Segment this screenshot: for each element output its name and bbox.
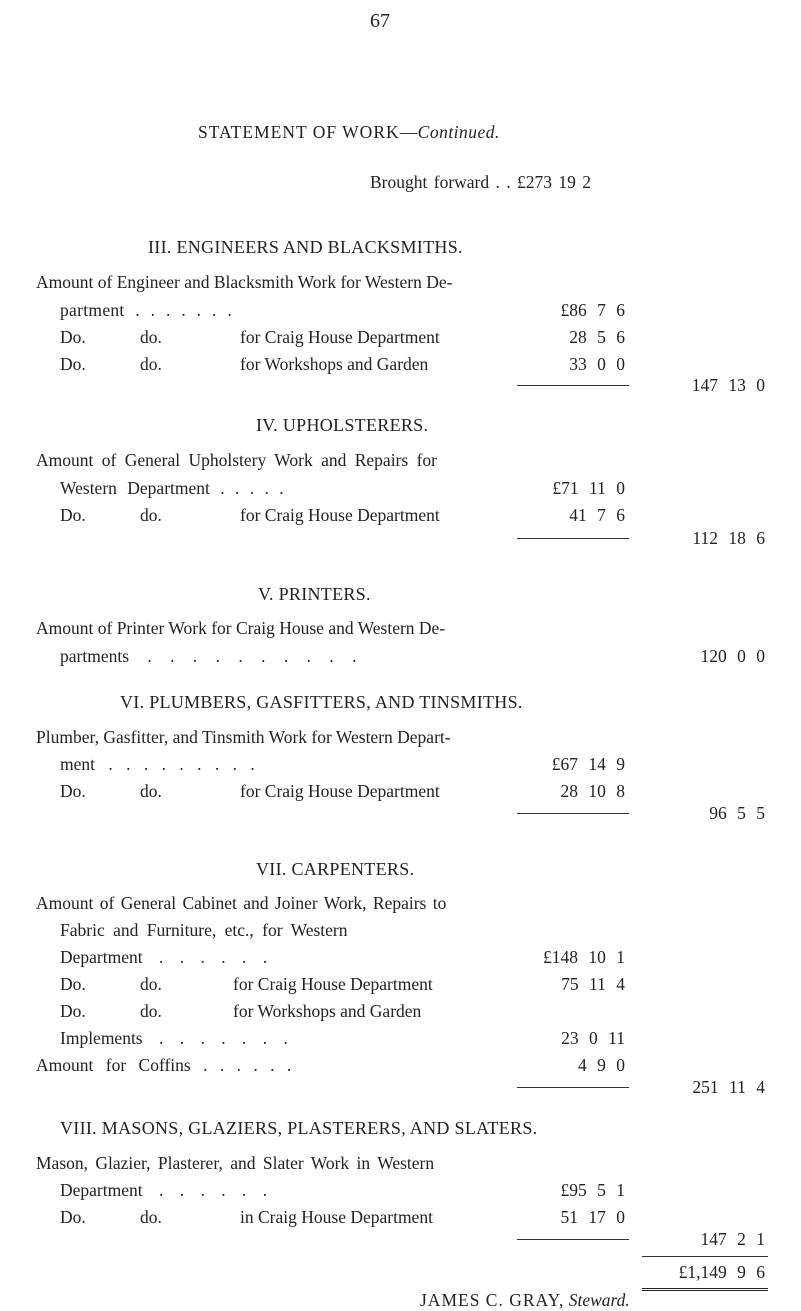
- plumbers-row2-desc: for Craig House Department: [240, 781, 440, 801]
- upholsterers-line1: Amount of General Upholstery Work and Repairs for: [36, 450, 437, 470]
- carpenters-row3-ditto: do.: [140, 1001, 162, 1021]
- signature-role: Steward.: [568, 1290, 630, 1310]
- subtotal-rule: [517, 385, 629, 386]
- carpenters-line3-amount: £148 10 1: [543, 947, 625, 967]
- upholsterers-row2-desc: for Craig House Department: [240, 505, 440, 525]
- printers-total: 120 0 0: [700, 646, 765, 666]
- engineers-row2-amount: 28 5 6: [569, 327, 625, 347]
- plumbers-row2-do: Do.: [60, 781, 86, 801]
- engineers-row3-ditto: do.: [140, 354, 162, 374]
- carpenters-row3-do: Do.: [60, 1001, 86, 1021]
- page-title: [198, 122, 500, 143]
- grand-total-double-rule: [642, 1288, 768, 1291]
- engineers-line1: Amount of Engineer and Blacksmith Work for Western De-: [36, 272, 453, 292]
- title-dash: —: [399, 122, 418, 142]
- carpenters-row4-amount: 23 0 11: [561, 1028, 625, 1048]
- printers-line2-text: partments . . . . . . . . . .: [60, 646, 357, 666]
- carpenters-row5-amount: 4 9 0: [578, 1055, 625, 1075]
- masons-line1: Mason, Glazier, Plasterer, and Slater Work in Western: [36, 1153, 435, 1173]
- subtotal-rule: [517, 813, 629, 814]
- masons-line2-amount: £95 5 1: [560, 1180, 625, 1200]
- grand-total: £1,149 9 6: [678, 1262, 765, 1282]
- printers-line1: Amount of Printer Work for Craig House and Western De-: [36, 618, 446, 638]
- masons-line2-text: Department . . . . . .: [60, 1180, 268, 1200]
- upholsterers-line2-text: Western Department . . . . .: [60, 478, 284, 498]
- carpenters-line1: Amount of General Cabinet and Joiner Work, Repairs to: [36, 893, 447, 913]
- engineers-row3-amount: 33 0 0: [569, 354, 625, 374]
- section-heading-engineers: III. ENGINEERS AND BLACKSMITHS.: [148, 237, 463, 257]
- grand-total-top-rule: [642, 1256, 768, 1257]
- masons-total: 147 2 1: [700, 1229, 765, 1249]
- engineers-row2-ditto: do.: [140, 327, 162, 347]
- masons-row2-do: Do.: [60, 1207, 86, 1227]
- engineers-row3-desc: for Workshops and Garden: [240, 354, 429, 374]
- title-continued: Continued.: [417, 122, 500, 142]
- section-heading-carpenters: VII. CARPENTERS.: [256, 859, 415, 879]
- section-heading-upholsterers: IV. UPHOLSTERERS.: [256, 415, 429, 435]
- section-heading-printers: V. PRINTERS.: [258, 584, 371, 604]
- plumbers-row2-ditto: do.: [140, 781, 162, 801]
- plumbers-line1: Plumber, Gasfitter, and Tinsmith Work for Western Depart-: [36, 727, 451, 747]
- carpenters-total: 251 11 4: [692, 1077, 765, 1097]
- plumbers-line2-amount: £67 14 9: [551, 754, 625, 774]
- upholsterers-row2-amount: 41 7 6: [569, 505, 625, 525]
- upholsterers-total: 112 18 6: [692, 528, 765, 548]
- carpenters-row2-desc: for Craig House Department: [233, 974, 433, 994]
- carpenters-row2-ditto: do.: [140, 974, 162, 994]
- subtotal-rule: [517, 1239, 629, 1240]
- subtotal-rule: [517, 1087, 629, 1088]
- upholsterers-line2-amount: £71 11 0: [552, 478, 625, 498]
- carpenters-row5-text: Amount for Coffins . . . . . .: [36, 1055, 292, 1075]
- section-heading-masons: VIII. MASONS, GLAZIERS, PLASTERERS, AND SLATERS.: [60, 1118, 538, 1138]
- carpenters-row4-text: Implements . . . . . . .: [60, 1028, 288, 1048]
- carpenters-line3-text: Department . . . . . .: [60, 947, 268, 967]
- subtotal-rule: [517, 538, 629, 539]
- engineers-row3-do: Do.: [60, 354, 86, 374]
- signature-name: JAMES C. GRAY,: [420, 1290, 565, 1310]
- masons-row2-ditto: do.: [140, 1207, 162, 1227]
- masons-row2-desc: in Craig House Department: [240, 1207, 433, 1227]
- page-number: 67: [370, 10, 390, 32]
- upholsterers-row2-ditto: do.: [140, 505, 162, 525]
- engineers-row2-do: Do.: [60, 327, 86, 347]
- upholsterers-row2-do: Do.: [60, 505, 86, 525]
- plumbers-row2-amount: 28 10 8: [560, 781, 625, 801]
- plumbers-line2-text: ment . . . . . . . . .: [60, 754, 255, 774]
- engineers-line2-text: partment . . . . . . .: [60, 300, 233, 320]
- carpenters-line2: Fabric and Furniture, etc., for Western: [60, 920, 348, 940]
- engineers-line2-amount: £86 7 6: [560, 300, 625, 320]
- carpenters-row2-amount: 75 11 4: [561, 974, 625, 994]
- signature: [420, 1290, 630, 1311]
- title-main: STATEMENT OF WORK: [198, 122, 400, 142]
- carpenters-row3-desc: for Workshops and Garden: [233, 1001, 422, 1021]
- section-heading-plumbers: VI. PLUMBERS, GASFITTERS, AND TINSMITHS.: [120, 692, 523, 712]
- engineers-row2-desc: for Craig House Department: [240, 327, 440, 347]
- brought-forward: Brought forward . . £273 19 2: [370, 172, 592, 192]
- masons-row2-amount: 51 17 0: [560, 1207, 625, 1227]
- carpenters-row2-do: Do.: [60, 974, 86, 994]
- plumbers-total: 96 5 5: [709, 803, 765, 823]
- engineers-total: 147 13 0: [691, 375, 765, 395]
